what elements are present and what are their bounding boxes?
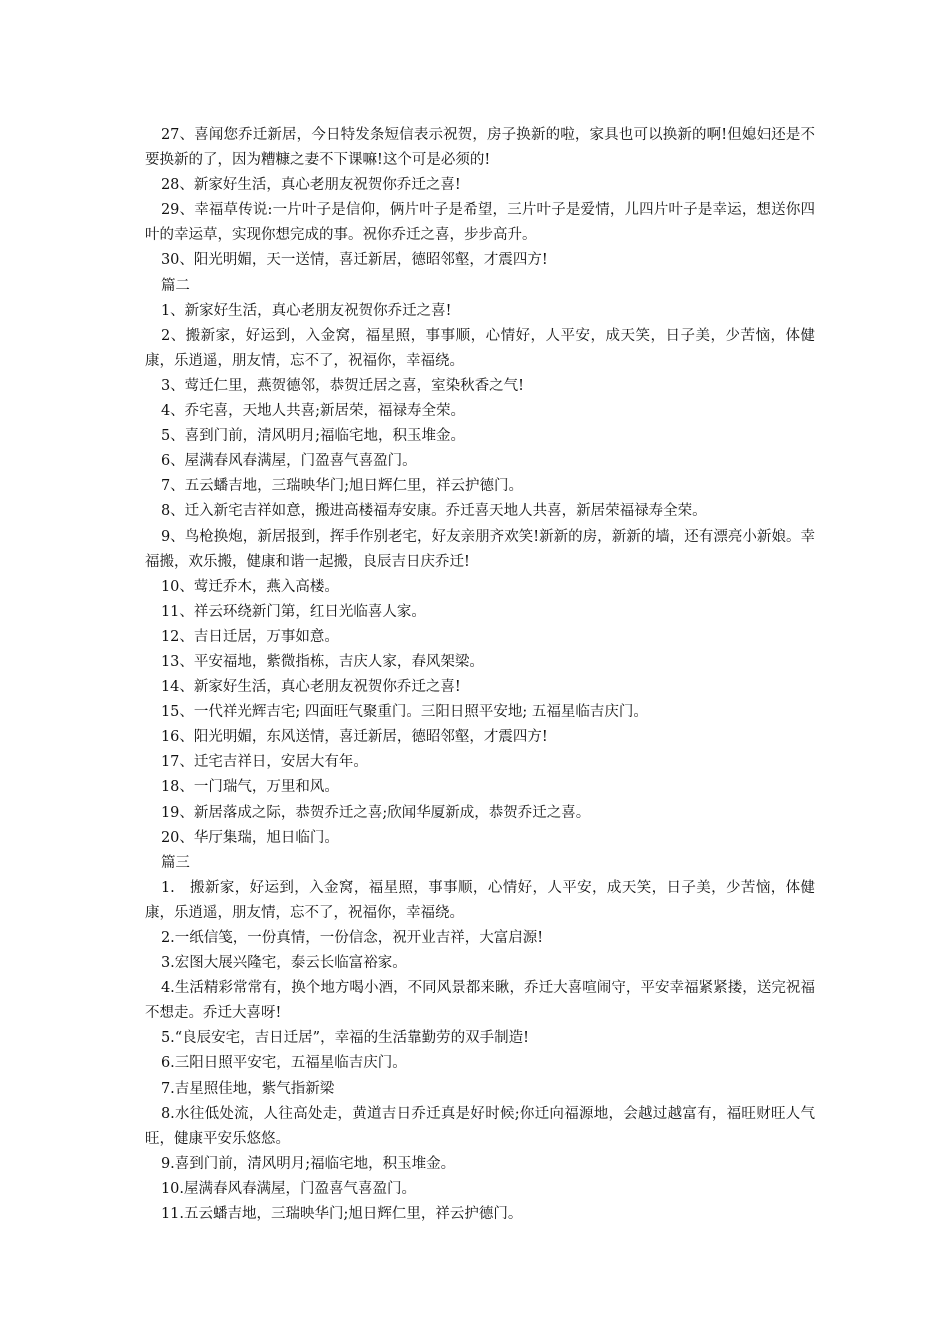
paragraph: 29、幸福草传说:一片叶子是信仰，俩片叶子是希望，三片叶子是爱情，儿四片叶子是幸运，想送你四叶的幸运草，实现你想完成的事。祝你乔迁之喜，步步高升。 <box>145 202 815 244</box>
paragraph: 9.喜到门前，清风明月;福临宅地，积玉堆金。 <box>160 1155 456 1172</box>
paragraph: 10、莺迁乔木，燕入高楼。 <box>160 578 339 595</box>
section-heading: 篇二 <box>160 277 190 294</box>
paragraph: 12、吉日迁居，万事如意。 <box>160 628 339 645</box>
paragraph: 7.吉星照佳地，紫气指新梁 <box>160 1080 335 1097</box>
paragraph: 4、乔宅喜，天地人共喜;新居荣，福禄寿全荣。 <box>160 403 466 420</box>
paragraph: 4.生活精彩常常有，换个地方喝小酒，不同风景都来瞅，乔迁大喜喧闹守，平安幸福紧紧搂，送完祝福不想走。乔迁大喜呀! <box>145 980 815 1022</box>
paragraph: 15、一代祥光辉吉宅; 四面旺气聚重门。三阳日照平安地; 五福星临吉庆门。 <box>160 704 648 721</box>
paragraph: 11、祥云环绕新门第，红日光临喜人家。 <box>160 603 426 620</box>
paragraph: 28、新家好生活，真心老朋友祝贺你乔迁之喜! <box>160 177 461 194</box>
paragraph: 3、莺迁仁里，燕贺德邻，恭贺迁居之喜，室染秋香之气! <box>160 377 524 394</box>
paragraph: 5.“良辰安宅，吉日迁居”，幸福的生活靠勤劳的双手制造! <box>160 1030 529 1047</box>
paragraph: 1. 搬新家，好运到，入金窝，福星照，事事顺，心情好，人平安，成天笑，日子美，少苦恼，体健康，乐逍遥，朋友情，忘不了，祝福你，幸福绕。 <box>145 879 815 921</box>
paragraph: 8、迁入新宅吉祥如意，搬进高楼福寿安康。乔迁喜天地人共喜，新居荣福禄寿全荣。 <box>160 503 707 520</box>
document-body <box>145 123 815 1227</box>
paragraph: 3.宏图大展兴隆宅，泰云长临富裕家。 <box>160 955 407 972</box>
paragraph: 27、喜闻您乔迁新居，今日特发条短信表示祝贺，房子换新的啦，家具也可以换新的啊!但媳妇还是不要换新的了，因为糟糠之妻不下课嘛!这个可是必须的! <box>145 127 815 169</box>
paragraph: 2、搬新家，好运到，入金窝，福星照，事事顺，心情好，人平安，成天笑，日子美，少苦恼，体健康，乐逍遥，朋友情，忘不了，祝福你，幸福绕。 <box>145 327 815 369</box>
paragraph: 7、五云蟠吉地，三瑞映华门;旭日辉仁里，祥云护德门。 <box>160 478 524 495</box>
paragraph: 16、阳光明媚，东风送情，喜迁新居，德昭邻壑，才震四方! <box>160 729 548 746</box>
paragraph: 14、新家好生活，真心老朋友祝贺你乔迁之喜! <box>160 679 461 696</box>
paragraph: 13、平安福地，紫微指栋，吉庆人家，春风架梁。 <box>160 653 484 670</box>
paragraph: 30、阳光明媚，天一送情，喜迁新居，德昭邻壑，才震四方! <box>160 252 548 269</box>
paragraph: 8.水往低处流，人往高处走，黄道吉日乔迁真是好时候;你迁向福源地，会越过越富有，福旺财旺人气旺，健康平安乐悠悠。 <box>145 1105 815 1147</box>
paragraph: 18、一门瑞气，万里和风。 <box>160 779 339 796</box>
paragraph: 19、新居落成之际，恭贺乔迁之喜;欣闻华厦新成，恭贺乔迁之喜。 <box>160 804 591 821</box>
paragraph: 10.屋满春风春满屋，门盈喜气喜盈门。 <box>160 1180 416 1197</box>
paragraph: 17、迁宅吉祥日，安居大有年。 <box>160 754 368 771</box>
paragraph: 6.三阳日照平安宅，五福星临吉庆门。 <box>160 1055 407 1072</box>
paragraph: 6、屋满春风春满屋，门盈喜气喜盈门。 <box>160 453 417 470</box>
paragraph: 11.五云蟠吉地，三瑞映华门;旭日辉仁里，祥云护德门。 <box>160 1206 523 1223</box>
paragraph: 9、鸟枪换炮，新居报到，挥手作别老宅，好友亲朋齐欢笑!新新的房，新新的墙，还有漂亮小新娘。幸福搬，欢乐搬，健康和谐一起搬，良辰吉日庆乔迁! <box>145 528 815 570</box>
paragraph: 2.一纸信笺，一份真情，一份信念，祝开业吉祥，大富启源! <box>160 930 544 946</box>
paragraph: 5、喜到门前，清风明月;福临宅地，积玉堆金。 <box>160 428 466 445</box>
paragraph: 1、新家好生活，真心老朋友祝贺你乔迁之喜! <box>160 302 452 319</box>
paragraph: 20、华厅集瑞，旭日临门。 <box>160 829 339 846</box>
section-heading: 篇三 <box>160 854 190 871</box>
